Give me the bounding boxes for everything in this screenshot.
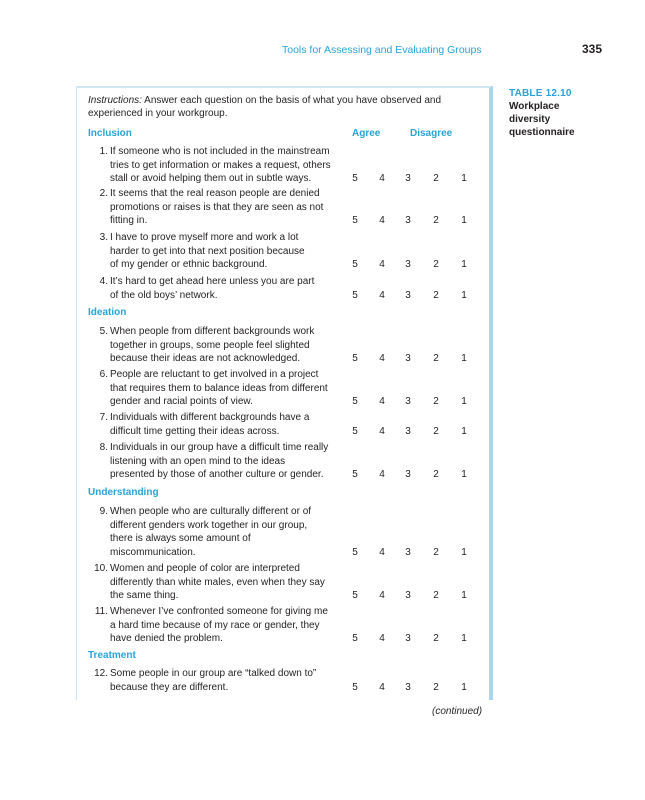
question-line: People are reluctant to get involved in a project <box>110 369 319 380</box>
caption-line: questionnaire <box>509 127 575 138</box>
caption-line: diversity <box>509 114 551 125</box>
page-number: 335 <box>582 42 603 56</box>
rating-option[interactable]: 3 <box>405 396 411 407</box>
rating-option[interactable]: 1 <box>461 353 467 364</box>
rating-option[interactable]: 5 <box>352 633 358 644</box>
question-text <box>110 275 368 302</box>
rating-option[interactable]: 3 <box>405 590 411 601</box>
rating-option[interactable]: 1 <box>461 396 467 407</box>
question-number: 7. <box>99 412 108 423</box>
rating-option[interactable]: 1 <box>461 259 467 270</box>
rating-option[interactable]: 1 <box>461 590 467 601</box>
question-text <box>110 605 368 646</box>
question-line: of my gender or ethnic background. <box>110 259 268 270</box>
question-line: there is always some amount of <box>110 533 251 544</box>
rating-option[interactable]: 2 <box>433 590 439 601</box>
question-text <box>110 562 368 603</box>
question-item <box>88 231 478 272</box>
question-text <box>110 505 368 559</box>
rating-option[interactable]: 5 <box>352 289 358 301</box>
rating-option[interactable]: 3 <box>405 633 411 644</box>
rating-option[interactable]: 3 <box>405 215 411 226</box>
question-line: presented by those of another culture or gender. <box>110 469 324 480</box>
section-heading: Treatment <box>88 650 136 661</box>
question-number: 12. <box>94 668 108 679</box>
rating-option[interactable]: 4 <box>379 633 385 644</box>
rating-option[interactable]: 3 <box>405 425 411 437</box>
section-heading: Ideation <box>88 307 127 318</box>
rating-option[interactable]: 4 <box>379 353 385 364</box>
question-item <box>88 325 478 366</box>
question-line: I have to prove myself more and work a lot <box>110 232 299 243</box>
instructions-text: Answer each question on the basis of what you have observed and experienced in your workgroup. <box>88 95 442 119</box>
question-line: Individuals with different backgrounds have a <box>110 412 310 423</box>
rating-option[interactable]: 5 <box>352 546 358 558</box>
question-text <box>110 325 368 366</box>
rating-option[interactable]: 2 <box>433 289 439 301</box>
section-heading: Inclusion <box>88 128 132 139</box>
question-item <box>88 562 478 603</box>
rating-option[interactable]: 4 <box>379 173 385 184</box>
question-item <box>88 441 478 482</box>
rating-option[interactable]: 4 <box>379 681 385 693</box>
question-line: If someone who is not included in the mainstream <box>110 146 330 157</box>
question-line: tries to get information or makes a request, others <box>110 159 331 171</box>
question-text <box>110 441 368 482</box>
question-text <box>110 187 368 228</box>
question-line: miscommunication. <box>110 546 196 558</box>
section-heading: Understanding <box>88 487 159 498</box>
rating-option[interactable]: 4 <box>379 546 385 558</box>
rating-option[interactable]: 3 <box>405 681 411 693</box>
question-number: 11. <box>94 606 108 617</box>
question-line: harder to get into that next position because <box>110 245 305 257</box>
rating-option[interactable]: 2 <box>433 259 439 270</box>
table-caption <box>509 100 619 139</box>
question-text <box>110 231 368 272</box>
rating-option[interactable]: 2 <box>433 353 439 364</box>
rating-option[interactable]: 3 <box>405 259 411 270</box>
question-line: the same thing. <box>110 590 179 601</box>
caption-line: Workplace <box>509 101 560 112</box>
question-line: When people who are culturally different or of <box>110 506 312 517</box>
rating-option[interactable]: 5 <box>352 215 358 226</box>
question-line: listening with an open mind to the ideas <box>110 455 286 467</box>
question-item <box>88 187 478 228</box>
rating-option[interactable]: 2 <box>433 633 439 644</box>
running-head: Tools for Assessing and Evaluating Groups <box>282 44 482 56</box>
question-item <box>88 505 478 559</box>
rating-option[interactable]: 1 <box>461 546 467 558</box>
sidebar <box>509 88 619 139</box>
question-line: Whenever I’ve confronted someone for giving me <box>110 606 328 617</box>
rating-option[interactable]: 5 <box>352 590 358 601</box>
rating-option[interactable]: 3 <box>405 469 411 480</box>
question-line: Some people in our group are “talked down to” <box>110 668 317 679</box>
question-line: promotions or raises is that they are seen as not <box>110 201 324 213</box>
question-text <box>110 667 368 694</box>
question-number: 9. <box>99 506 108 517</box>
rating-option[interactable]: 1 <box>461 215 467 226</box>
rating-option[interactable]: 5 <box>352 396 358 407</box>
instructions-label: Instructions: <box>88 95 142 106</box>
rating-option[interactable]: 1 <box>461 173 467 184</box>
rating-option[interactable]: 4 <box>379 259 385 270</box>
question-number: 4. <box>99 276 108 287</box>
rating-option[interactable]: 3 <box>405 353 411 364</box>
question-line: It’s hard to get ahead here unless you are part <box>110 276 315 287</box>
rating-option[interactable]: 5 <box>352 353 358 364</box>
rating-option[interactable]: 4 <box>379 289 385 301</box>
question-item <box>88 411 478 438</box>
question-line: differently than white males, even when they say <box>110 576 325 588</box>
question-number: 5. <box>99 326 108 337</box>
rating-option[interactable]: 4 <box>379 590 385 601</box>
question-item <box>88 145 478 186</box>
question-line: stall or avoid helping them out in subtle ways. <box>110 173 312 184</box>
question-line: gender and racial points of view. <box>110 396 253 407</box>
question-number: 2. <box>99 188 108 199</box>
question-line: When people from different backgrounds work <box>110 326 315 337</box>
rating-option[interactable]: 2 <box>433 215 439 226</box>
question-number: 6. <box>99 369 108 380</box>
question-line: difficult time getting their ideas across. <box>110 425 280 437</box>
question-line: different genders work together in our group, <box>110 519 308 531</box>
question-number: 1. <box>99 146 108 157</box>
question-line: It seems that the real reason people are denied <box>110 188 320 199</box>
instructions <box>88 94 473 120</box>
rating-option[interactable]: 2 <box>433 396 439 407</box>
rating-option[interactable]: 1 <box>461 681 467 693</box>
question-line: because they are different. <box>110 681 229 693</box>
question-number: 8. <box>99 442 108 453</box>
rating-option[interactable]: 3 <box>405 173 411 184</box>
rating-option[interactable]: 3 <box>405 546 411 558</box>
continued-note: (continued) <box>432 706 483 717</box>
question-item <box>88 667 478 694</box>
question-line: Women and people of color are interpreted <box>110 563 300 574</box>
question-line: have denied the problem. <box>110 633 223 644</box>
question-text <box>110 411 368 438</box>
rating-option[interactable]: 1 <box>461 289 467 301</box>
question-item <box>88 275 478 302</box>
rating-option[interactable]: 1 <box>461 425 467 437</box>
table-number: TABLE 12.10 <box>509 88 572 99</box>
rating-option[interactable]: 2 <box>433 425 439 437</box>
rating-option[interactable]: 4 <box>379 215 385 226</box>
question-text <box>110 368 368 409</box>
question-line: a hard time because of my race or gender, they <box>110 619 320 631</box>
rating-option[interactable]: 5 <box>352 425 358 437</box>
rating-option[interactable]: 4 <box>379 396 385 407</box>
rating-option[interactable]: 5 <box>352 259 358 270</box>
question-line: together in groups, some people feel slighted <box>110 339 310 351</box>
rating-option[interactable]: 1 <box>461 633 467 644</box>
question-number: 3. <box>99 232 108 243</box>
rating-option[interactable]: 2 <box>433 469 439 480</box>
rating-option[interactable]: 5 <box>352 469 358 480</box>
question-line: of the old boys’ network. <box>110 289 218 301</box>
rating-option[interactable]: 4 <box>379 425 385 437</box>
rating-option[interactable]: 2 <box>433 681 439 693</box>
question-item <box>88 368 478 409</box>
disagree-label: Disagree <box>410 128 453 139</box>
rating-option[interactable]: 2 <box>433 173 439 184</box>
question-line: fitting in. <box>110 215 148 226</box>
question-item <box>88 605 478 646</box>
question-line: Individuals in our group have a difficult time really <box>110 442 329 453</box>
rating-option[interactable]: 2 <box>433 546 439 558</box>
question-line: because their ideas are not acknowledged. <box>110 353 301 364</box>
question-number: 10. <box>94 563 108 574</box>
agree-label: Agree <box>352 128 381 139</box>
rating-option[interactable]: 3 <box>405 289 411 301</box>
rating-option[interactable]: 5 <box>352 681 358 693</box>
question-text <box>110 145 368 186</box>
rating-option[interactable]: 4 <box>379 469 385 480</box>
rating-option[interactable]: 1 <box>461 469 467 480</box>
rating-option[interactable]: 5 <box>352 173 358 184</box>
question-line: that requires them to balance ideas from different <box>110 382 328 394</box>
